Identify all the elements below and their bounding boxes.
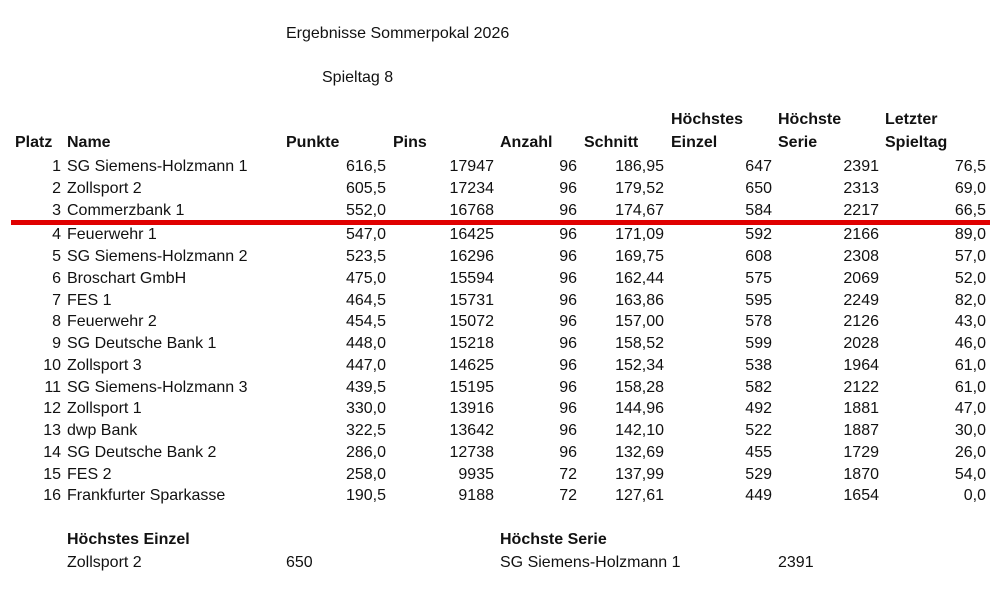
table-row xyxy=(0,377,1008,399)
table-row xyxy=(0,420,1008,442)
cell-schnitt: 152,34 xyxy=(615,357,664,374)
cell-serie: 2313 xyxy=(843,180,879,197)
cell-letzter: 30,0 xyxy=(954,422,986,439)
cell-pins: 17947 xyxy=(449,158,494,175)
cell-schnitt: 171,09 xyxy=(615,226,664,243)
cell-serie: 2122 xyxy=(843,379,879,396)
cell-pins: 12738 xyxy=(449,444,494,461)
cell-einzel: 608 xyxy=(745,248,772,265)
cell-letzter: 89,0 xyxy=(954,226,986,243)
cell-schnitt: 157,00 xyxy=(615,313,664,330)
cell-schnitt: 142,10 xyxy=(615,422,664,439)
cell-schnitt: 137,99 xyxy=(615,466,664,483)
cell-anzahl: 96 xyxy=(559,248,577,265)
cell-punkte: 552,0 xyxy=(345,202,386,219)
cell-anzahl: 96 xyxy=(559,422,577,439)
summary-serie-team: SG Siemens-Holzmann 1 xyxy=(500,554,681,571)
cell-anzahl: 96 xyxy=(559,357,577,374)
header-platz: Platz xyxy=(15,134,53,151)
cell-pins: 9935 xyxy=(458,466,494,483)
matchday-label: Spieltag 8 xyxy=(322,69,394,86)
cell-platz: 7 xyxy=(52,292,61,309)
cell-serie: 1870 xyxy=(843,466,879,483)
cell-anzahl: 72 xyxy=(559,466,577,483)
cell-einzel: 449 xyxy=(745,487,772,504)
cell-name: Zollsport 1 xyxy=(67,400,142,417)
cell-platz: 15 xyxy=(43,466,61,483)
cell-platz: 4 xyxy=(52,226,61,243)
cell-pins: 15594 xyxy=(449,270,494,287)
cell-name: Feuerwehr 2 xyxy=(67,313,157,330)
cell-pins: 14625 xyxy=(449,357,494,374)
cell-letzter: 61,0 xyxy=(954,379,986,396)
cell-platz: 11 xyxy=(44,379,61,396)
cell-punkte: 464,5 xyxy=(345,292,386,309)
cell-name: SG Deutsche Bank 1 xyxy=(67,335,217,352)
cell-punkte: 547,0 xyxy=(345,226,386,243)
cell-einzel: 492 xyxy=(745,400,772,417)
cell-letzter: 57,0 xyxy=(954,248,986,265)
cell-pins: 13916 xyxy=(449,400,494,417)
cell-name: SG Deutsche Bank 2 xyxy=(67,444,217,461)
cell-name: FES 1 xyxy=(67,292,112,309)
table-row xyxy=(0,268,1008,290)
cell-anzahl: 72 xyxy=(559,487,577,504)
cell-name: FES 2 xyxy=(67,466,112,483)
cell-letzter: 26,0 xyxy=(954,444,986,461)
cell-anzahl: 96 xyxy=(559,270,577,287)
header-anzahl: Anzahl xyxy=(500,134,553,151)
table-row xyxy=(0,355,1008,377)
cell-einzel: 595 xyxy=(745,292,772,309)
cell-platz: 3 xyxy=(52,202,61,219)
cell-einzel: 522 xyxy=(745,422,772,439)
cell-punkte: 190,5 xyxy=(345,487,386,504)
cell-punkte: 605,5 xyxy=(345,180,386,197)
header-name: Name xyxy=(67,134,111,151)
cell-einzel: 578 xyxy=(745,313,772,330)
cell-name: Frankfurter Sparkasse xyxy=(67,487,226,504)
cell-pins: 15072 xyxy=(449,313,494,330)
cell-einzel: 599 xyxy=(745,335,772,352)
cell-platz: 1 xyxy=(52,158,61,175)
cell-name: Zollsport 2 xyxy=(67,180,142,197)
cell-letzter: 46,0 xyxy=(954,335,986,352)
cell-einzel: 575 xyxy=(745,270,772,287)
cell-punkte: 616,5 xyxy=(345,158,386,175)
cell-letzter: 69,0 xyxy=(954,180,986,197)
cell-punkte: 523,5 xyxy=(345,248,386,265)
cell-pins: 16296 xyxy=(449,248,494,265)
cell-einzel: 529 xyxy=(745,466,772,483)
header-schnitt: Schnitt xyxy=(584,134,639,151)
cell-letzter: 54,0 xyxy=(954,466,986,483)
cell-name: Zollsport 3 xyxy=(67,357,142,374)
table-row xyxy=(0,464,1008,486)
cell-letzter: 82,0 xyxy=(954,292,986,309)
summary-einzel-team: Zollsport 2 xyxy=(67,554,142,571)
cell-serie: 1887 xyxy=(843,422,879,439)
cell-name: dwp Bank xyxy=(67,422,138,439)
cell-pins: 16425 xyxy=(449,226,494,243)
header-serie-line1: Höchste xyxy=(778,111,842,128)
cell-schnitt: 132,69 xyxy=(615,444,664,461)
cell-serie: 2028 xyxy=(843,335,879,352)
cell-serie: 1654 xyxy=(843,487,879,504)
cell-platz: 9 xyxy=(52,335,61,352)
cell-serie: 2308 xyxy=(843,248,879,265)
table-row xyxy=(0,200,1008,222)
cell-punkte: 454,5 xyxy=(345,313,386,330)
table-row xyxy=(0,442,1008,464)
summary-serie-value: 2391 xyxy=(778,554,814,571)
cell-letzter: 52,0 xyxy=(954,270,986,287)
cell-letzter: 66,5 xyxy=(954,202,986,219)
cell-anzahl: 96 xyxy=(559,400,577,417)
cell-platz: 10 xyxy=(43,357,61,374)
cell-schnitt: 162,44 xyxy=(615,270,664,287)
cell-anzahl: 96 xyxy=(559,379,577,396)
page-title: Ergebnisse Sommerpokal 2026 xyxy=(286,25,510,42)
cell-punkte: 258,0 xyxy=(345,466,386,483)
cell-einzel: 592 xyxy=(745,226,772,243)
cell-einzel: 650 xyxy=(745,180,772,197)
cell-schnitt: 174,67 xyxy=(615,202,664,219)
cell-schnitt: 127,61 xyxy=(615,487,664,504)
header-punkte: Punkte xyxy=(286,134,340,151)
table-row xyxy=(0,485,1008,507)
cell-anzahl: 96 xyxy=(559,202,577,219)
cell-platz: 12 xyxy=(43,400,61,417)
cell-serie: 1881 xyxy=(843,400,879,417)
cell-platz: 14 xyxy=(43,444,61,461)
table-row xyxy=(0,156,1008,178)
cell-serie: 2126 xyxy=(843,313,879,330)
cell-schnitt: 158,52 xyxy=(615,335,664,352)
cell-schnitt: 169,75 xyxy=(615,248,664,265)
cutoff-line xyxy=(11,220,990,225)
cell-punkte: 447,0 xyxy=(345,357,386,374)
cell-einzel: 538 xyxy=(745,357,772,374)
cell-schnitt: 179,52 xyxy=(615,180,664,197)
cell-einzel: 647 xyxy=(745,158,772,175)
cell-anzahl: 96 xyxy=(559,335,577,352)
table-row xyxy=(0,333,1008,355)
cell-serie: 1729 xyxy=(843,444,879,461)
table-row xyxy=(0,398,1008,420)
cell-pins: 17234 xyxy=(449,180,494,197)
cell-name: Feuerwehr 1 xyxy=(67,226,157,243)
cell-letzter: 76,5 xyxy=(954,158,986,175)
table-row xyxy=(0,224,1008,246)
cell-anzahl: 96 xyxy=(559,444,577,461)
cell-letzter: 47,0 xyxy=(954,400,986,417)
cell-name: SG Siemens-Holzmann 3 xyxy=(67,379,248,396)
cell-platz: 16 xyxy=(43,487,61,504)
cell-anzahl: 96 xyxy=(559,226,577,243)
cell-platz: 8 xyxy=(52,313,61,330)
header-letzter-line1: Letzter xyxy=(885,111,938,128)
cell-name: SG Siemens-Holzmann 2 xyxy=(67,248,248,265)
cell-letzter: 0,0 xyxy=(963,487,986,504)
table-row xyxy=(0,246,1008,268)
cell-platz: 13 xyxy=(43,422,61,439)
cell-punkte: 322,5 xyxy=(345,422,386,439)
header-einzel-line1: Höchstes xyxy=(671,111,744,128)
cell-anzahl: 96 xyxy=(559,292,577,309)
cell-punkte: 439,5 xyxy=(345,379,386,396)
table-row xyxy=(0,311,1008,333)
header-pins: Pins xyxy=(393,134,427,151)
cell-schnitt: 158,28 xyxy=(615,379,664,396)
summary-serie-label: Höchste Serie xyxy=(500,531,607,548)
header-serie-line2: Serie xyxy=(778,134,818,151)
table-row xyxy=(0,178,1008,200)
cell-name: Commerzbank 1 xyxy=(67,202,185,219)
cell-letzter: 61,0 xyxy=(954,357,986,374)
cell-serie: 1964 xyxy=(843,357,879,374)
cell-platz: 6 xyxy=(52,270,61,287)
cell-pins: 15731 xyxy=(449,292,494,309)
cell-schnitt: 163,86 xyxy=(615,292,664,309)
cell-pins: 16768 xyxy=(449,202,494,219)
cell-pins: 13642 xyxy=(449,422,494,439)
cell-serie: 2391 xyxy=(843,158,879,175)
header-einzel-line2: Einzel xyxy=(671,134,718,151)
cell-serie: 2249 xyxy=(843,292,879,309)
cell-punkte: 286,0 xyxy=(345,444,386,461)
cell-name: Broschart GmbH xyxy=(67,270,187,287)
cell-pins: 15195 xyxy=(449,379,494,396)
cell-letzter: 43,0 xyxy=(954,313,986,330)
cell-punkte: 475,0 xyxy=(345,270,386,287)
cell-einzel: 584 xyxy=(745,202,772,219)
cell-pins: 15218 xyxy=(449,335,494,352)
cell-schnitt: 144,96 xyxy=(615,400,664,417)
cell-einzel: 455 xyxy=(745,444,772,461)
cell-serie: 2069 xyxy=(843,270,879,287)
cell-anzahl: 96 xyxy=(559,180,577,197)
summary-einzel-label: Höchstes Einzel xyxy=(67,531,190,548)
table-row xyxy=(0,290,1008,312)
cell-serie: 2217 xyxy=(843,202,879,219)
cell-schnitt: 186,95 xyxy=(615,158,664,175)
cell-einzel: 582 xyxy=(745,379,772,396)
cell-serie: 2166 xyxy=(843,226,879,243)
summary-einzel-value: 650 xyxy=(286,554,313,571)
cell-platz: 2 xyxy=(52,180,61,197)
cell-name: SG Siemens-Holzmann 1 xyxy=(67,158,248,175)
cell-platz: 5 xyxy=(52,248,61,265)
header-letzter-line2: Spieltag xyxy=(885,134,948,151)
cell-pins: 9188 xyxy=(458,487,494,504)
cell-punkte: 448,0 xyxy=(345,335,386,352)
cell-anzahl: 96 xyxy=(559,158,577,175)
cell-anzahl: 96 xyxy=(559,313,577,330)
cell-punkte: 330,0 xyxy=(345,400,386,417)
